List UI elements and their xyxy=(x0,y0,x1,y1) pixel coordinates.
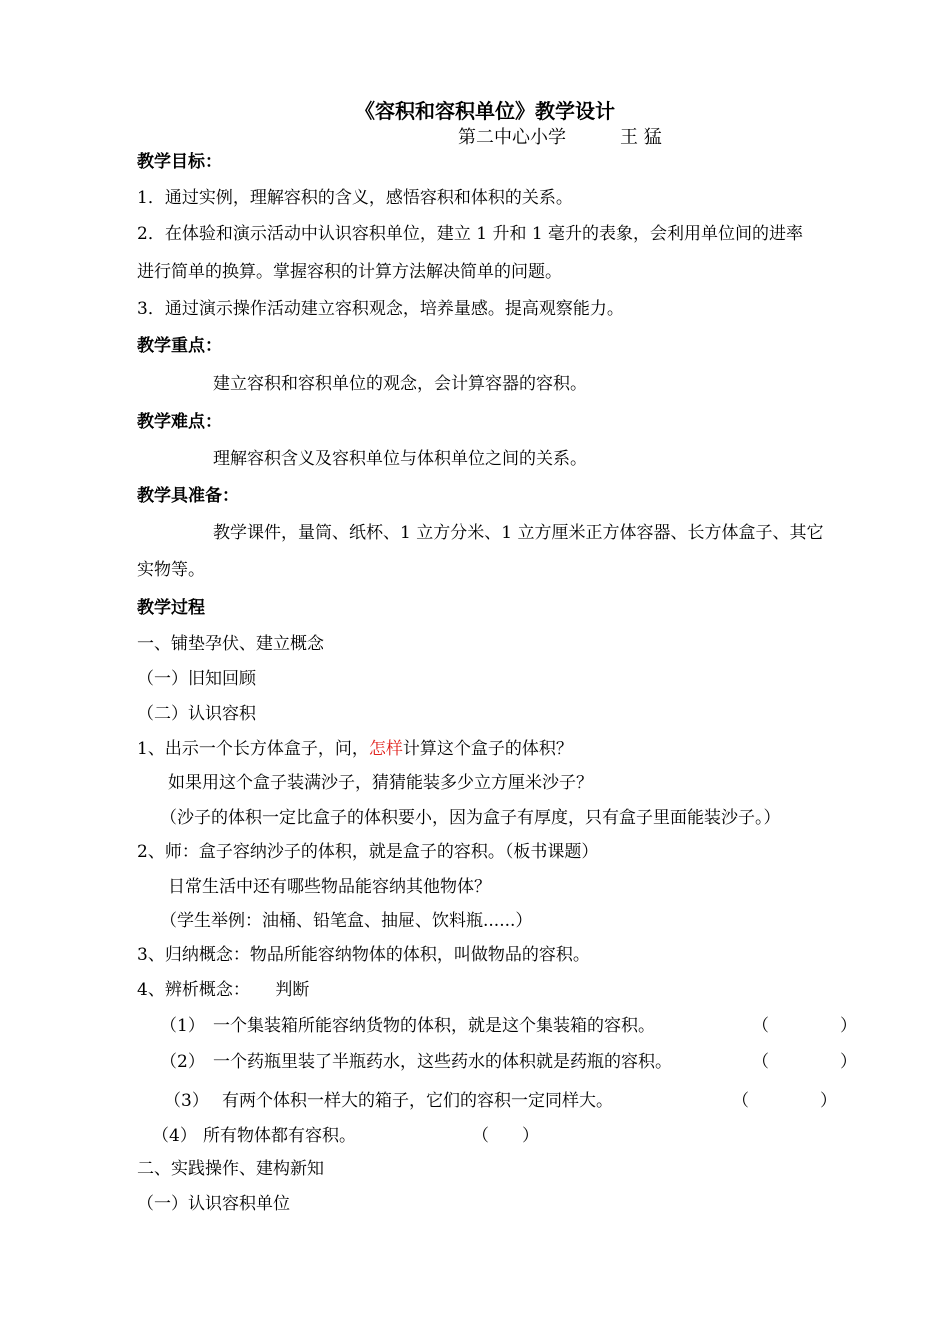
key-points-text: 建立容积和容积单位的观念，会计算容器的容积。 xyxy=(213,374,587,394)
document-title: 《容积和容积单位》教学设计 xyxy=(355,99,615,123)
judge-statement: 一个药瓶里装了半瓶药水，这些药水的体积就是药瓶的容积。 xyxy=(213,1052,672,1072)
item-2-line-3: （学生举例：油桶、铅笔盒、抽屉、饮料瓶......） xyxy=(160,911,533,931)
preparation-text-cont: 实物等。 xyxy=(137,560,205,580)
section-2-heading: 二、实践操作、建构新知 xyxy=(137,1159,324,1179)
answer-blank-open[interactable]: （ xyxy=(472,1126,489,1146)
section-1-heading: 一、铺垫孕伏、建立概念 xyxy=(137,634,324,654)
objective-line: 3．通过演示操作活动建立容积观念，培养量感。提高观察能力。 xyxy=(137,299,624,319)
answer-blank-close[interactable]: ） xyxy=(840,1016,857,1036)
objective-line: 2．在体验和演示活动中认识容积单位，建立 1 升和 1 毫升的表象，会利用单位间的进率 xyxy=(137,224,804,244)
subsection-capacity: （二）认识容积 xyxy=(137,704,256,724)
objectives-heading: 教学目标： xyxy=(137,152,222,172)
item-1-line-3: （沙子的体积一定比盒子的体积要小，因为盒子有厚度，只有盒子里面能装沙子。） xyxy=(160,808,781,828)
answer-blank-open[interactable]: （ xyxy=(732,1091,749,1111)
author-line: 第二中心小学 王 猛 xyxy=(458,127,662,148)
objective-line: 进行简单的换算。掌握容积的计算方法解决简单的问题。 xyxy=(137,262,562,282)
item-1-text-a: 1、出示一个长方体盒子，问， xyxy=(137,739,369,759)
key-points-heading: 教学重点： xyxy=(137,336,222,356)
judge-number: （3） xyxy=(164,1091,209,1111)
answer-blank-close[interactable]: ） xyxy=(840,1052,857,1072)
item-1-highlight: 怎样 xyxy=(368,739,403,759)
judge-number: （4） xyxy=(152,1126,197,1146)
item-1 xyxy=(137,737,573,761)
answer-blank-close[interactable]: ） xyxy=(522,1126,539,1146)
preparation-text: 教学课件，量筒、纸杯、1 立方分米、1 立方厘米正方体容器、长方体盒子、其它 xyxy=(213,523,824,543)
item-3: 3、归纳概念：物品所能容纳物体的体积，叫做物品的容积。 xyxy=(137,945,590,965)
difficult-points-text: 理解容积含义及容积单位与体积单位之间的关系。 xyxy=(213,449,587,469)
item-4: 4、辨析概念： 判断 xyxy=(137,980,310,1000)
answer-blank-close[interactable]: ） xyxy=(820,1091,837,1111)
objective-line: 1．通过实例，理解容积的含义，感悟容积和体积的关系。 xyxy=(137,188,573,208)
answer-blank-open[interactable]: （ xyxy=(752,1016,769,1036)
item-1-line-2: 如果用这个盒子装满沙子，猜猜能装多少立方厘米沙子？ xyxy=(168,773,593,793)
process-heading: 教学过程 xyxy=(137,598,205,618)
judge-statement: 有两个体积一样大的箱子，它们的容积一定同样大。 xyxy=(222,1091,613,1111)
difficult-points-heading: 教学难点： xyxy=(137,412,222,432)
item-1-text-b: 计算这个盒子的体积？ xyxy=(402,739,573,759)
judge-number: （2） xyxy=(160,1052,205,1072)
judge-statement: 所有物体都有容积。 xyxy=(203,1126,356,1146)
subsection-review: （一）旧知回顾 xyxy=(137,669,256,689)
item-2: 2、师：盒子容纳沙子的体积，就是盒子的容积。（板书课题） xyxy=(137,842,599,862)
subsection-units: （一）认识容积单位 xyxy=(137,1194,290,1214)
judge-number: （1） xyxy=(160,1016,205,1036)
answer-blank-open[interactable]: （ xyxy=(752,1052,769,1072)
item-2-line-2: 日常生活中还有哪些物品能容纳其他物体？ xyxy=(168,877,491,897)
preparation-heading: 教学具准备： xyxy=(137,486,239,506)
judge-statement: 一个集装箱所能容纳货物的体积，就是这个集装箱的容积。 xyxy=(213,1016,655,1036)
